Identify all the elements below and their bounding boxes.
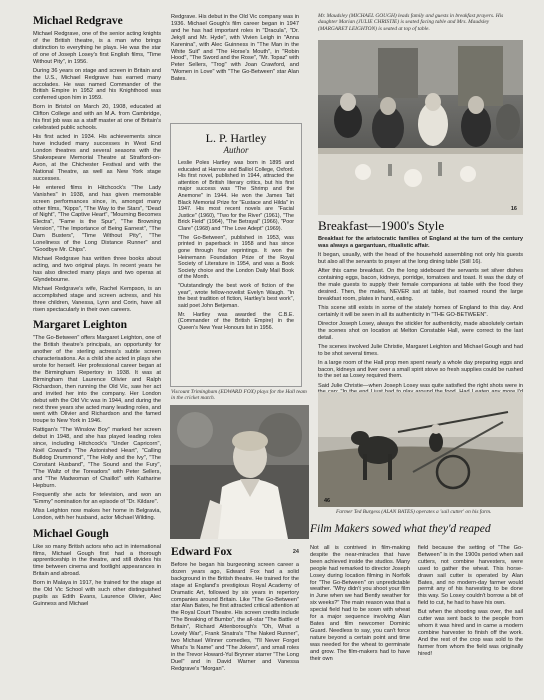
author-panel	[170, 123, 302, 387]
film-makers-para: But when the shooting was over, the sail cutter was sent back to the people from whom it was hired and in came a modern combine harvester to finish off the work. And the rest of the crop was sold to the farmer from whom the field was originally hired!	[418, 609, 523, 657]
film-makers-para: field because the setting of "The Go-Between" is in the 1900s period when sail cutters, not combine harvesters, were used to gather the wheat. This horse-drawn sail cutter is operated by Alan Bates, and no modern-day farmer would permit any of his harvesting to be done this way. So Losey couldn't borrow a bit of field to cut, he had to have his own.	[418, 545, 523, 607]
leighton-para: Frequently she acts for television, and won an "Emmy" nomination for an episode of "Dr. Kildare".	[33, 491, 161, 505]
breakfast-photo-number: 16	[510, 206, 517, 212]
breakfast-photo-caption: Mr. Maudsley (MICHAEL GOUGH) leads family and guests in breakfast prayers. His daughter Marian (JULIE CHRISTIE) is seated facing table and Mrs. Maudsley (MARGARET LEIGHTON) is seated at top of table.	[318, 13, 504, 32]
author-para: Leslie Poles Hartley was born in 1895 and educated at Harrow and Balliol College, Oxford. His first novel, published in 1944, attracted the attention of British literary critics, but his first major success was "The Shrimp and the Anemone" in 1944. He won the James Tait Black Memorial Prize for "Eustace and Hilda" in 1947. His most recent novels are "Facial Justice" (1960), "Two for the River" (1961), "The Brick Field" (1964), "The Betrayal" (1966), "Poor Clare" (1968) and "The Love Adept" (1969).	[178, 160, 294, 232]
edward-fox-title: Edward Fox	[171, 546, 233, 558]
redgrave-para: His first acted in 1934. His achievements since have included many successes in West End London theatres and several seasons with the Shakespeare Memorial Theatre at Stratford-on-Avon, at the Chichester Festival and with the National Theatre, as well as New York stage successes.	[33, 134, 161, 182]
breakfast-scene-photo	[318, 40, 523, 215]
breakfast-para: This scene still exists in some of the stately homes of England to this day. And certainly it will be seen in all its authenticity in "THE GO-BETWEEN".	[318, 304, 523, 318]
edward-fox-article	[171, 545, 299, 675]
page-number: 24	[292, 549, 299, 555]
michael-redgrave-title: Michael Redgrave	[33, 15, 123, 27]
redgrave-para: Michael Redgrave has written three books about acting, and two original plays. In recent years he has also directed many plays and two operas at Glyndebourne.	[33, 256, 161, 283]
redgrave-para: Michael Redgrave, one of the senior acting knights of the British theatre, is a man who brings distinction to everything he plays. He was the star of one of Joseph Losey's first English films, "Time Without Pity", in 1956.	[33, 31, 161, 65]
film-makers-title: Film Makers sowed what they'd reaped	[310, 523, 491, 535]
redgrave-para: He entered films in Hitchcock's "The Lady Vanishes" in 1938, and has given memorable screen performances since, in, amongst many other films, "Kipps", "The Way to the Stars", "Dead of Night", "The Captive Heart", "Mourning Becomes Electra", "Fame is the Spur", "The Browning Version", "The Importance of Being Earnest", "The Dam Busters", "Time Without Pity", "The Loneliness of the Long Distance Runner" and "Goodbye Mr. Chips".	[33, 184, 161, 253]
gough-continuation-column	[171, 14, 299, 85]
breakfast-para: The scenes involved Julie Christie, Margaret Leighton and Michael Gough and had to be shot several times.	[318, 343, 523, 357]
edward-fox-photo-art	[170, 405, 309, 539]
sail-cutter-photo	[318, 392, 523, 507]
edward-fox-caption: Viscount Trimingham (EDWARD FOX) plays for the Hall team in the cricket match.	[171, 389, 307, 402]
gough-para: Born in Malaya in 1917, he trained for the stage at the Old Vic School with such other distinguished pupils as Edith Evans, Laurence Olivier, Alec Guinness and Michael	[33, 580, 161, 608]
author-role: Author	[223, 145, 249, 155]
breakfast-para: After this came breakfast. On the long sideboard the servants set silver dishes containing eggs, bacon, kidneys, porridge, tomatoes and toast. It was the duty of the male guests to supply their female companions at table with the food they desired. Then, the males, NEVER sat at table, but roamed round the large breakfast room, plates in hand, eating.	[318, 268, 523, 302]
sail-cutter-photo-number: 46	[324, 498, 331, 504]
sail-cutter-photo-art	[318, 392, 523, 507]
leighton-para: Miss Leighton now makes her home in Belgravia, London, with her husband, actor Michael Wilding.	[33, 507, 161, 521]
leighton-para: "The Go-Between" offers Margaret Leighton, one of the British theatre's principals, an opportunity for another of the sterling actress's subtle screen characterisations. As a child she acted in plays she wrote for herself. Her professional career began at the Birmingham Repertory in 1938. It was at Birmingham that Laurence Olivier and Ralph Richardson, then running the Old Vic, saw her act and invited her into the company. Her London debut with the Old Vic was in 1944, and during the next three years she acted many leading roles, and went with Olivier and Richardson and the famed troupe to New York in 1946.	[33, 335, 161, 425]
gough-continued-text: Redgrave. His debut in the Old Vic company was in 1936. Michael Gough's film career began in 1947 and he has had important roles in "Dracula", "Dr. Jekyll and Mr. Hyde", with Vivien Leigh in "Anna Karenina", with Alec Guinness in "The Man in the White Suit" and "The Horse's Mouth", in "Robin Hood", "The Sword and the Rose", "Mr. Topaz" with Peter Sellers, "Trog" with Joan Crawford, and "Women in Love" with "The Go-Between" star Alan Bates.	[171, 14, 299, 83]
breakfast-para: It began, usually, with the head of the household assembling not only his guests but also all the servants to prayer at the long dining table (Still 16).	[318, 252, 523, 265]
edward-fox-photo	[170, 405, 309, 539]
redgrave-para: During 36 years on stage and screen in Britain and the U.S., Michael Redgrave has earned many accolades. He was named Commander of the British Empire in 1952 and his Knighthood was conferred upon him in 1959.	[33, 67, 161, 102]
breakfast-para: In a large room of the Hall prop men spent nearly a whole day preparing eggs and bacon, kidneys and liver over a small spirit stove so fresh supplies could be rushed to the set as Losey required them.	[318, 359, 523, 380]
michael-gough-title: Michael Gough	[33, 527, 109, 540]
sail-cutter-caption: Farmer Ted Burgess (ALAN BATES) operates a 'sail cutter' on his farm.	[336, 509, 492, 515]
leighton-para: Rattigan's "The Winslow Boy" marked her screen debut in 1948, and she has played leading roles since, including Hitchcock's "Under Capricorn", Noël Coward's "The Astonished Heart", "Calling Bulldog Drummond", "The Holly and the Ivy", "The Constant Husband", "The Sound and the Fury", "The Waltz of the Toreadors" with Peter Sellers, and "The Madwoman of Chaillot" with Katharine Hepburn.	[33, 427, 161, 489]
film-makers-lead-column	[310, 545, 410, 665]
gough-para: Like so many British actors who act in international films, Michael Gough first had a thorough apprenticeship in the theatre, and still divides his time between cinema and footlight appearances in Britain and abroad.	[33, 543, 161, 578]
breakfast-article	[318, 218, 523, 412]
breakfast-para: Said Julie Christie—when Joseph Losey was quite satisfied the right shots were in	[318, 382, 523, 389]
author-para: Mr. Hartley was awarded the C.B.E. (Commander of the British Empire) in the Queen's New Year Honours list in 1956.	[178, 311, 294, 331]
breakfast-para: Breakfast for the aristocratic families of England at the turn of the century was always a gargantuan, ritualistic affair.	[318, 236, 523, 249]
author-name: L. P. Hartley	[205, 131, 267, 145]
film-makers-para: Not all is contrived in film-making despite the near-miracles that have been achieved inside the studios. Many people had remarked to director Joseph Losey during location filming in Norfolk for "The Go-Between" on unpredictable weather. "Why didn't you shoot your film in June when we had Bently weather for six weeks?" The main reason was that a special field had to be sown with wheat for a major sequence involving Alan Bates and film newcomer Dominic Guard. Needless to say, you can't force nature beyond a certain point and time was needed for the wheat to germinate and grow. The film-makers had to have their own	[310, 545, 410, 662]
breakfast-para: Director Joseph Losey, always the stickler for authenticity, made absolutely certain the scenes shot on location at Melton Constable Hall, were correct to the last detail.	[318, 320, 523, 341]
left-column	[33, 14, 161, 610]
author-para: "The Go-Between", published in 1953, was printed in paperback in 1958 and has since gone through four reprintings. It won the Heinemann Foundation Prize of the Royal Society of Literature in 1954, and was a Book Society choice and the London Daily Mail Book of the Month.	[178, 234, 294, 281]
breakfast-title: Breakfast—1900's Style	[318, 218, 445, 233]
margaret-leighton-title: Margaret Leighton	[33, 319, 128, 332]
film-makers-column-2	[418, 545, 523, 660]
redgrave-para: Born in Bristol on March 20, 1908, educated at Clifton College and with an M.A. from Cambridge, his first job was as a staff master at one of Britain's celebrated public schools.	[33, 104, 161, 132]
author-para: "Outstandingly the best work of fiction of the year", wrote fellow-novelist Evelyn Waugh. "In the best tradition of fiction, Hartley's best work", said poet John Betjeman.	[178, 283, 294, 309]
redgrave-para: Michael Redgrave's wife, Rachel Kempson, is an accomplished stage and screen actress, and his three children, Vanessa, Lynn and Corin, have all risen spectacularly in their own careers.	[33, 285, 161, 313]
edward-fox-para: Before he began his burgeoning screen career a dozen years ago, Edward Fox had a solid background in the British theatre. He trained for the stage at England's prestigious Royal Academy of Dramatic Art, followed by six years in repertory companies around Britain. Like "The Go-Between" star Alan Bates, he first attracted critical attention at the Royal Court Theatre. His screen credits include "The Breaking of Bumbo", the all-star "The Battle of Britain", Richard Attenborough's "Oh, What a Lovely War", Frank Sinatra's "The Naked Runner", two Michael Winner comedies, "I'll Never Forget What's 'is Name" and "The Jokers", and small roles in the Trevor Howard-Yul Brynner starrer "The Long Duel" and in David Warner and Vanessa Redgrave's "Morgan".	[171, 562, 299, 672]
breakfast-photo-art	[318, 40, 523, 215]
